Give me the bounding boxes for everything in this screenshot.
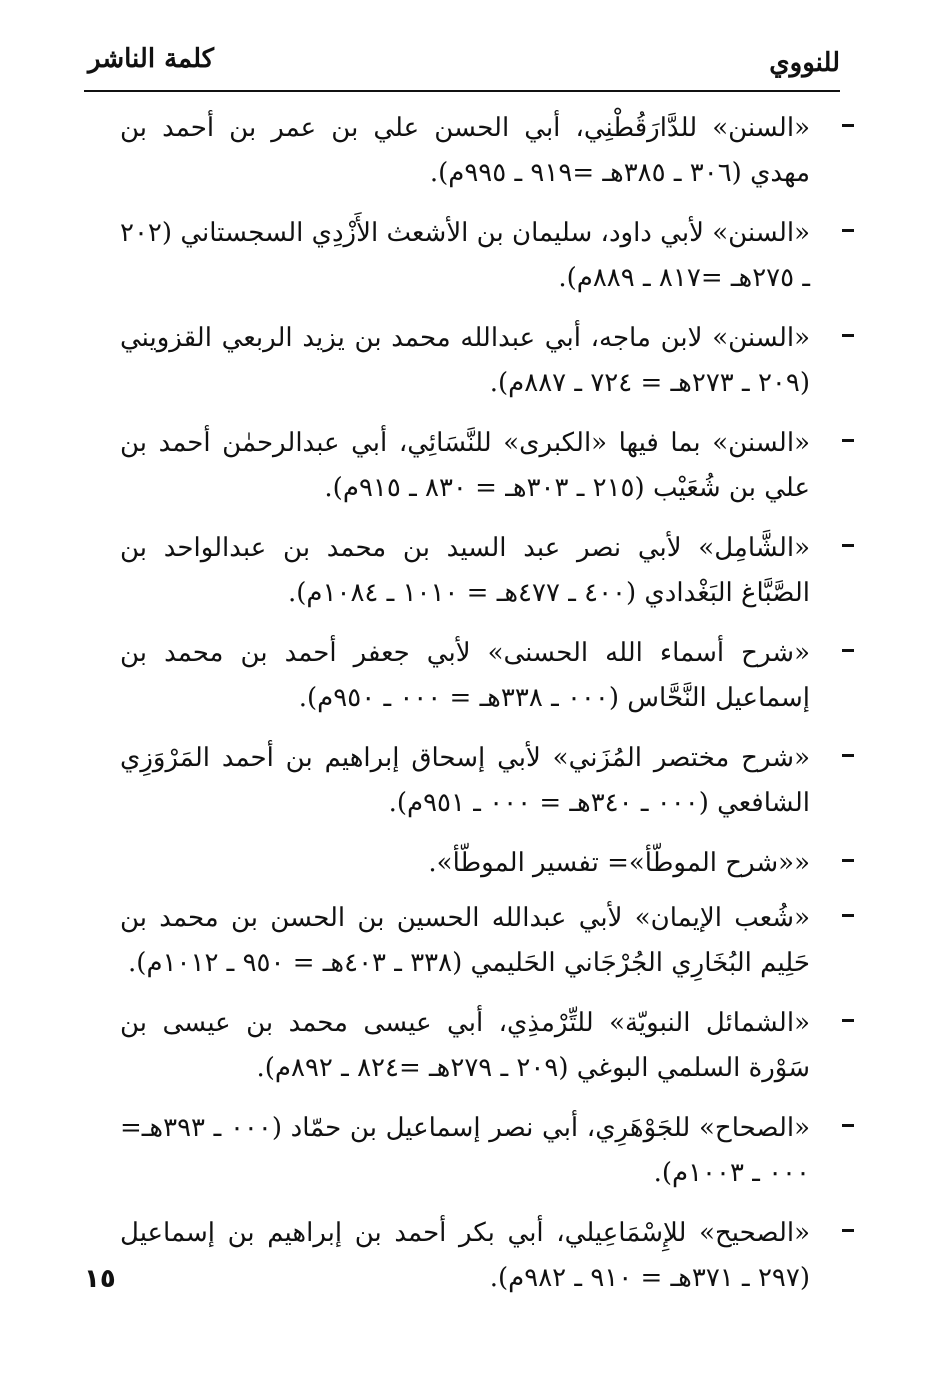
entry-text: «شُعب الإيمان» لأبي عبدالله الحسين بن الحسن بن محمد بن حَلِيم البُخَارِي الجُرْجَاني الحَليمي (٣٣٨ ـ ٤٠٣هـ = ٩٥٠ ـ ١٠١٢م). [120,903,810,978]
list-item [84,205,854,310]
bullet-dash [842,1124,854,1127]
entry-text: «الصحاح» للجَوْهَرِي، أبي نصر إسماعيل بن حمّاد (٠٠٠ ـ ٣٩٣هـ= ٠٠٠ ـ ١٠٠٣م). [120,1113,810,1188]
header-section-title: كلمة الناشر [88,44,215,74]
bullet-dash [842,754,854,757]
list-item [84,520,854,625]
bullet-dash [842,439,854,442]
entry-text: «الشَّامِل» لأبي نصر عبد السيد بن محمد بن عبدالواحد بن الصَّبَّاغ البَغْدادي (٤٠٠ ـ ٤٧٧هـ = ١٠١٠ ـ ١٠٨٤م). [120,533,810,608]
bullet-dash [842,334,854,337]
bullet-dash [842,1019,854,1022]
entry-text: «شرح مختصر المُزَني» لأبي إسحاق إبراهيم بن أحمد المَرْوَزِي الشافعي (٠٠٠ ـ ٣٤٠هـ = ٠٠٠ ـ ٩٥١م). [120,743,810,818]
list-item [84,730,854,835]
entry-text: «السنن» لأبي داود، سليمان بن الأشعث الأَزْدِي السجستاني (٢٠٢ ـ ٢٧٥هـ =٨١٧ ـ ٨٨٩م). [120,218,810,293]
entry-text: «شرح أسماء الله الحسنى» لأبي جعفر أحمد بن محمد بن إسماعيل النَّحَّاس (٠٠٠ ـ ٣٣٨هـ = ٠٠٠ ـ ٩٥٠م). [120,638,810,713]
entry-text: «الصحيح» للإِسْمَاعِيلي، أبي بكر أحمد بن إبراهيم بن إسماعيل (٢٩٧ ـ ٣٧١هـ = ٩١٠ ـ ٩٨٢م). [120,1218,810,1293]
entry-text: «السنن» للدَّارَقُطْنِي، أبي الحسن علي بن عمر بن أحمد بن مهدي (٣٠٦ ـ ٣٨٥هـ =٩١٩ ـ ٩٩٥م). [120,113,810,188]
bullet-dash [842,914,854,917]
header-book-title: للنووي [769,48,840,78]
entry-text: «السنن» بما فيها «الكبرى» للنَّسَائِي، أبي عبدالرحمٰن أحمد بن علي بن شُعَيْب (٢١٥ ـ ٣٠٣هـ = ٨٣٠ ـ ٩١٥م). [120,428,810,503]
list-item [84,1205,854,1310]
list-item [84,100,854,205]
page-number: ١٥ [84,1264,116,1294]
list-item [84,890,854,995]
list-item [84,415,854,520]
list-item [84,835,854,890]
list-item [84,310,854,415]
entry-text: «السنن» لابن ماجه، أبي عبدالله محمد بن يزيد الربعي القزويني (٢٠٩ ـ ٢٧٣هـ = ٧٢٤ ـ ٨٨٧م). [120,323,810,398]
list-item [84,995,854,1100]
bullet-dash [842,649,854,652]
list-item [84,625,854,730]
entry-text: «الشمائل النبويّة» للتِّرْمذِي، أبي عيسى محمد بن عيسى بن سَوْرة السلمي البوغي (٢٠٩ ـ ٢٧٩هـ =٨٢٤ ـ ٨٩٢م). [120,1008,810,1083]
bibliography-list [84,100,854,1310]
bullet-dash [842,1229,854,1232]
running-header [84,34,840,92]
bullet-dash [842,229,854,232]
bullet-dash [842,124,854,127]
entry-text: ««شرح الموطّأ»= تفسير الموطّأ». [428,848,810,878]
bullet-dash [842,544,854,547]
list-item [84,1100,854,1205]
bullet-dash [842,859,854,862]
